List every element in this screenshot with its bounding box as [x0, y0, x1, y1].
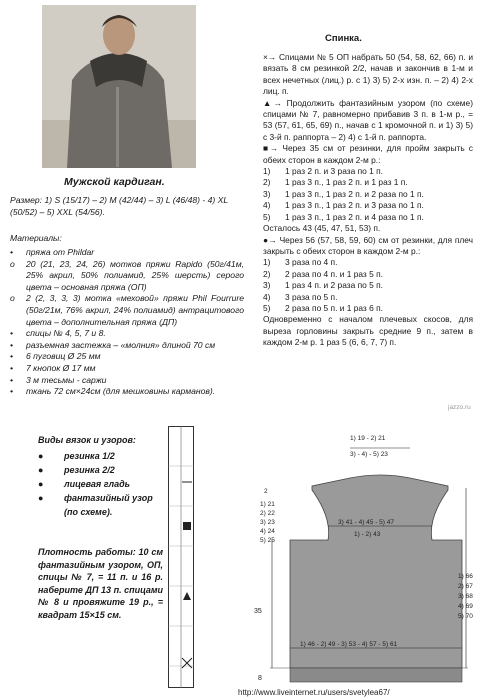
list-item: • ткань 72 см×24см (для мешковины карманов). — [10, 386, 216, 397]
left-size-5: 5) 25 — [260, 537, 275, 544]
right-size-3: 3) 68 — [458, 593, 473, 600]
paragraph: Одновременно с началом плечевых скосов, для выреза горловины закрыть средние 9 п., затем в каждом 2-м р. 1 раз 5 (6, 6, 7, 7) п. — [263, 314, 473, 348]
left-size-2: 2) 22 — [260, 510, 275, 517]
list-item: 2) 2 раза по 4 п. и 1 раз 5 п. — [263, 268, 383, 279]
list-item: 2) 1 раз 3 п., 1 раз 2 п. и 1 раз 1 п. — [263, 177, 408, 188]
rib-band — [290, 668, 462, 682]
sizes-text: Размер: 1) S (15/17) – 2) M (42/44) – 3) L (46/48) - 4) XL (50/52) – 5) XXL (54/56). — [10, 195, 229, 217]
triangle-symbol — [183, 592, 191, 600]
stitch-chart — [168, 426, 194, 688]
list-item: • 6 пуговиц Ø 25 мм — [10, 351, 101, 362]
label-width-top-2: 1) - 2) 43 — [354, 531, 381, 538]
gauge-text: Плотность работы: 10 см фантазийным узором, ОП, спицы № 7, = 11 п. и 16 р. наберите ДП 13 п. спицами № 8 и провяжите 19 р., = квадрат 15×15 см. — [38, 547, 163, 620]
list-item: o 20 (21, 23, 24, 26) мотков пряжи Rapido (50г/41м, 25% акрил, 50% полиамид, 25% шерсть) серого цвета – основная пряжа (ОП) — [10, 258, 244, 292]
list-item: 3) 1 раз 3 п., 1 раз 2 п. и 2 раза по 1 п. — [263, 188, 424, 199]
list-item: ● резинка 1/2 — [38, 451, 115, 461]
list-item: • спицы № 4, 5, 7 и 8. — [10, 328, 106, 339]
list-item: 5) 1 раз 3 п., 1 раз 2 п. и 4 раза по 1 п. — [263, 211, 424, 222]
materials-heading: Материалы: — [10, 233, 62, 243]
back-heading: Спинка. — [325, 33, 362, 44]
list-item: o 2 (2, 3, 3, 3) мотка «меховой» пряжи Phil Fourrure (50г/21м, 76% акрил, 24% полиамид) антрацитового цвета – дополнительная пряжа (ДП) — [10, 293, 244, 327]
list-item: 5) 2 раза по 5 п. и 1 раз 6 п. — [263, 302, 383, 313]
label-body-height: 35 — [254, 608, 262, 615]
list-item: 1) 3 раза по 4 п. — [263, 257, 338, 268]
list-item: • 3 м тесьмы - саржи — [10, 374, 107, 385]
left-size-1: 1) 21 — [260, 501, 275, 508]
back-instructions — [263, 52, 473, 349]
back-schematic — [230, 418, 488, 690]
model-photo — [42, 5, 196, 168]
left-size-4: 4) 24 — [260, 528, 275, 535]
list-item: 3) 1 раз 4 п. и 2 раза по 5 п. — [263, 280, 383, 291]
materials-list — [10, 247, 244, 398]
stitches-heading: Виды вязок и узоров: — [38, 435, 136, 445]
left-size-3: 3) 23 — [260, 519, 275, 526]
stitches-list — [38, 449, 160, 519]
garment-shape — [290, 475, 462, 668]
paragraph: ×→ Спицами № 5 ОП набрать 50 (54, 58, 62, 66) п. и вязать 8 см резинкой 2/2, начав и закончив в 1-м и всех нечетных (лиц.) р. с 1) 3) 5) 2-х изн. п. – 2) 4) 2-х лиц. п. — [263, 52, 473, 97]
right-size-4: 4) 69 — [458, 603, 473, 610]
filled-square-symbol — [183, 522, 191, 530]
list-item: ● фантазийный узор (по схеме). — [38, 493, 153, 517]
paragraph: ■→ Через 35 см от резинки, для пройм закрыть с обеих сторон в каждом 2-м р.: — [263, 143, 473, 165]
list-item: 4) 1 раз 3 п., 1 раз 2 п. и 3 раза по 1 п. — [263, 200, 424, 211]
paragraph: ▲→ Продолжить фантазийным узором (по схеме) спицами № 7, равномерно прибавив 3 п. в 1-м р., = 53 (57, 61, 65, 69) п., начав с 1 кромочной п. и 1) 3) 5) с 3-й п. раппорта – 2) 4) с 1-й п. раппорта. — [263, 97, 473, 142]
paragraph: ●→ Через 56 (57, 58, 59, 60) см от резинки, для плеч закрыть с обеих сторон в каждом 2-м р.: — [263, 234, 473, 256]
list-item: • пряжа от Phildar — [10, 247, 95, 257]
right-size-5: 5) 70 — [458, 613, 473, 620]
label-top-left: 2 — [264, 488, 268, 495]
label-width-top: 3) 41 - 4) 45 - 5) 47 — [338, 519, 394, 526]
label-width-bottom: 1) 46 - 2) 49 - 3) 53 - 4) 57 - 5) 61 — [300, 641, 398, 648]
list-item: 1) 1 раз 2 п. и 3 раза по 1 п. — [263, 166, 383, 177]
right-size-1: 1) 66 — [458, 573, 473, 580]
list-item: ● резинка 2/2 — [38, 465, 115, 475]
label-rib-height: 8 — [258, 675, 262, 682]
paragraph: Осталось 43 (45, 47, 51, 53) п. — [263, 223, 381, 234]
list-item: • 7 кнопок Ø 17 мм — [10, 362, 96, 373]
list-item: • разъемная застежка – «молния» длиной 70 см — [10, 339, 216, 350]
list-item: 4) 3 раза по 5 п. — [263, 291, 338, 302]
page-title: Мужской кардиган. — [64, 176, 165, 188]
label-neck-2: 3) - 4) - 5) 23 — [350, 451, 388, 458]
list-item: ● лицевая гладь — [38, 479, 131, 489]
right-size-2: 2) 67 — [458, 583, 473, 590]
source-url: http://www.liveinternet.ru/users/svetylea67/ — [238, 688, 390, 697]
label-neck: 1) 19 - 2) 21 — [350, 435, 386, 442]
source-credit: jazzo.ru — [448, 404, 471, 411]
